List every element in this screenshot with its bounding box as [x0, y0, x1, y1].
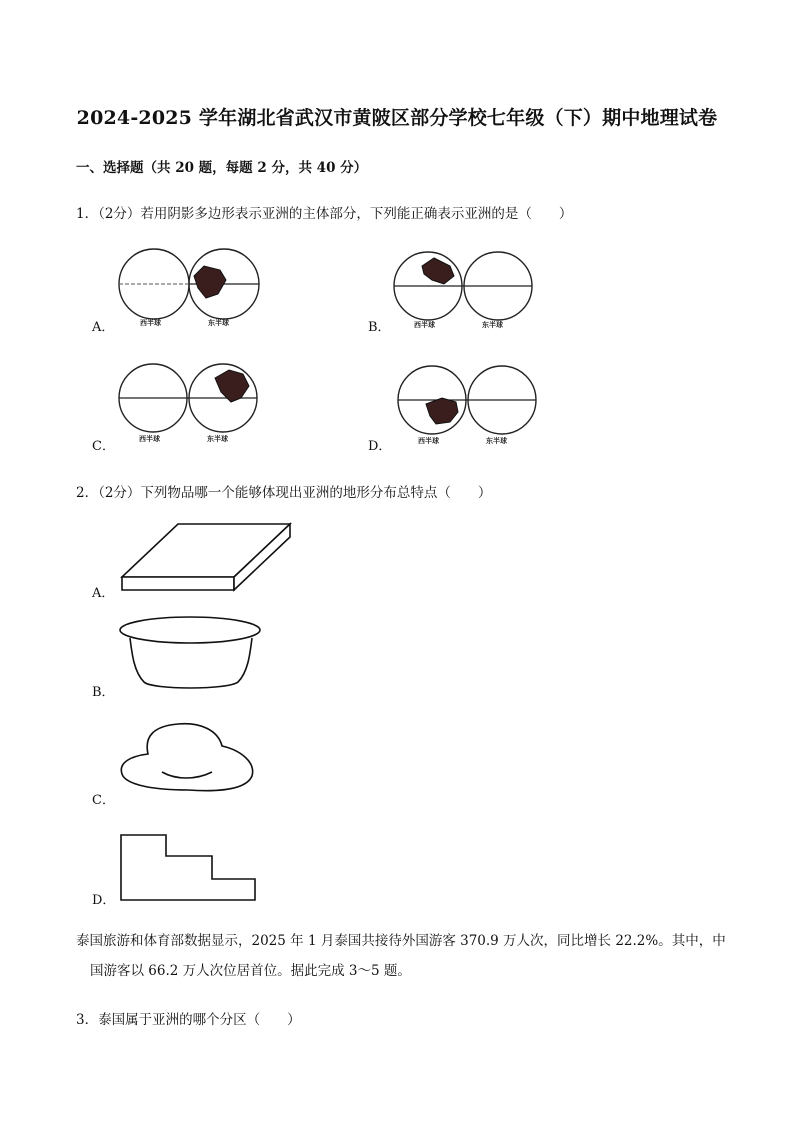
- question-3-text: 3．泰国属于亚洲的哪个分区（ ）: [76, 1012, 301, 1028]
- east-hemisphere-label: 东半球: [486, 437, 507, 445]
- question-2-text: 2．（2分）下列物品哪一个能够体现出亚洲的地形分布总特点（ ）: [76, 485, 492, 501]
- west-hemisphere-label: 西半球: [139, 435, 160, 443]
- q2-option-a-flat-slab: [120, 522, 294, 594]
- q2-option-c-hat: [118, 722, 258, 794]
- q2-option-c-label[interactable]: C．: [92, 793, 115, 808]
- reading-passage: [76, 926, 726, 986]
- q1-option-b-label[interactable]: B．: [368, 320, 391, 335]
- q2-option-d-stairs: [118, 832, 258, 904]
- q1-option-b-hemispheres: [392, 250, 536, 334]
- q2-option-b-basin: [118, 614, 264, 694]
- q1-option-a-hemispheres: [118, 246, 262, 330]
- q2-option-d-label[interactable]: D．: [92, 893, 116, 908]
- q1-option-a-label[interactable]: A．: [92, 320, 115, 335]
- q1-option-d-label[interactable]: D．: [368, 439, 392, 454]
- west-hemisphere-label: 西半球: [418, 437, 439, 445]
- section-heading: 一、选择题（共 20 题，每题 2 分，共 40 分）: [76, 160, 368, 176]
- q1-option-c-label[interactable]: C．: [92, 439, 115, 454]
- q2-option-b-label[interactable]: B．: [92, 685, 115, 700]
- passage-line-1: 泰国旅游和体育部数据显示，2025 年 1 月泰国共接待外国游客 370.9 万人次，同比增长 22.2%。其中，中: [76, 933, 726, 949]
- east-hemisphere-label: 东半球: [208, 319, 229, 327]
- q1-option-d-hemispheres: [396, 364, 540, 450]
- west-hemisphere-label: 西半球: [140, 319, 161, 327]
- q1-option-c-hemispheres: [117, 362, 261, 448]
- passage-line-2: 国游客以 66.2 万人次位居首位。据此完成 3～5 题。: [90, 963, 411, 979]
- exam-title: 2024-2025 学年湖北省武汉市黄陂区部分学校七年级（下）期中地理试卷: [76, 107, 718, 129]
- q2-option-a-label[interactable]: A．: [92, 586, 115, 601]
- west-hemisphere-label: 西半球: [414, 321, 435, 329]
- east-hemisphere-label: 东半球: [482, 321, 503, 329]
- question-1-text: 1．（2分）若用阴影多边形表示亚洲的主体部分，下列能正确表示亚洲的是（ ）: [76, 206, 573, 222]
- east-hemisphere-label: 东半球: [207, 435, 228, 443]
